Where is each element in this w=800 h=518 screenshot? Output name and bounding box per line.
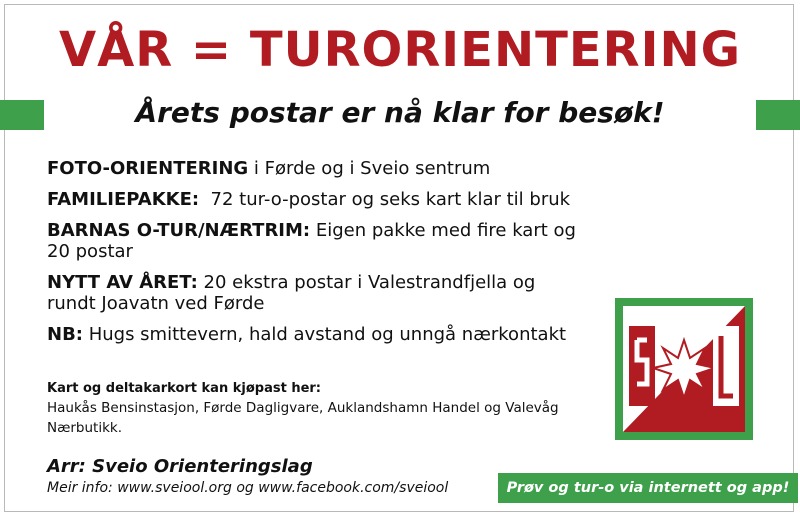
logo-star xyxy=(653,340,715,398)
logo-letter-l xyxy=(713,326,739,406)
item-label: NB: xyxy=(47,324,83,345)
sveio-ol-logo-icon xyxy=(615,298,753,440)
logo-letter-s xyxy=(629,326,655,406)
activity-foto-orientering xyxy=(47,158,607,179)
item-label: BARNAS O-TUR/NÆRTRIM: xyxy=(47,220,311,241)
item-text: 20 ekstra postar i Valestrandfjella og rundt Joavatn ved Førde xyxy=(47,272,536,314)
purchase-heading: Kart og deltakarkort kan kjøpast her: xyxy=(47,381,322,396)
activity-list xyxy=(47,158,607,355)
organizer: Arr: Sveio Orienteringslag xyxy=(47,456,313,477)
item-text: 72 tur-o-postar og seks kart klar til bruk xyxy=(199,189,571,210)
item-label: FAMILIEPAKKE: xyxy=(47,189,200,210)
item-label: FOTO-ORIENTERING xyxy=(47,158,249,179)
promo-button[interactable]: Prøv og tur-o via internett og app! xyxy=(498,473,798,503)
more-info-links: Meir info: www.sveiool.org og www.facebook.com/sveiool xyxy=(47,480,449,496)
poster-title: VÅR = TURORIENTERING xyxy=(58,22,742,78)
item-text: i Førde og i Sveio sentrum xyxy=(248,158,491,179)
item-text: Hugs smittevern, hald avstand og unngå nærkontakt xyxy=(82,324,567,345)
activity-nb xyxy=(47,324,607,345)
item-text: Eigen pakke med fire kart og 20 postar xyxy=(47,220,576,262)
poster-subtitle: Årets postar er nå klar for besøk! xyxy=(135,96,665,129)
purchase-info xyxy=(47,380,567,438)
purchase-stores: Haukås Bensinstasjon, Førde Dagligvare, Auklandshamn Handel og Valevåg Nærbutikk. xyxy=(47,400,559,436)
activity-familiepakke xyxy=(47,189,607,210)
item-label: NYTT AV ÅRET: xyxy=(47,272,198,293)
activity-nytt-av-aaret xyxy=(47,272,567,314)
activity-barnas-o-tur xyxy=(47,220,587,262)
